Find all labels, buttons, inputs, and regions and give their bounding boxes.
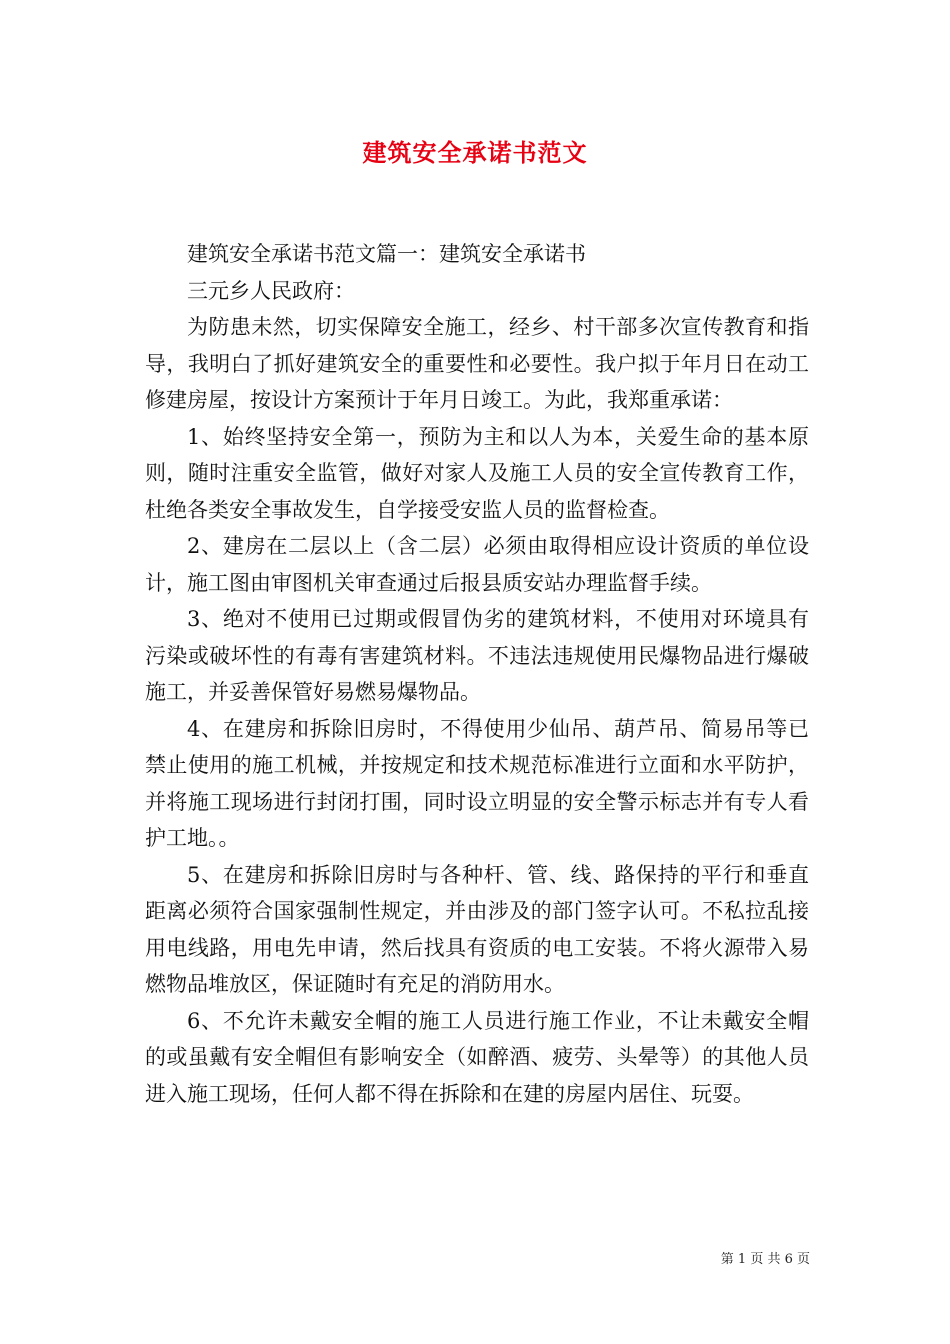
paragraph-item-4: 4、在建房和拆除旧房时，不得使用少仙吊、葫芦吊、简易吊等已禁止使用的施工机械，并按规定和技术规范标准进行立面和水平防护，并将施工现场进行封闭打围，同时设立明显的安全警示标志并有专人看护工地。。 — [145, 716, 809, 850]
document-body — [145, 236, 809, 1112]
page-number: 第 1 页 共 6 页 — [720, 1252, 810, 1267]
paragraph-item-5: 5、在建房和拆除旧房时与各种杆、管、线、路保持的平行和垂直距离必须符合国家强制性规定，并由涉及的部门签字认可。不私拉乱接用电线路，用电先申请，然后找具有资质的电工安装。不将火源带入易燃物品堆放区，保证随时有充足的消防用水。 — [145, 862, 809, 996]
document-title: 建筑安全承诺书范文 — [362, 138, 588, 167]
paragraph-item-1: 1、始终坚持安全第一，预防为主和以人为本，关爱生命的基本原则，随时注重安全监管，做好对家人及施工人员的安全宣传教育工作，杜绝各类安全事故发生，自学接受安监人员的监督检查。 — [145, 424, 809, 522]
paragraph-item-2: 2、建房在二层以上（含二层）必须由取得相应设计资质的单位设计，施工图由审图机关审查通过后报县质安站办理监督手续。 — [145, 534, 809, 595]
paragraph-heading: 建筑安全承诺书范文篇一：建筑安全承诺书 — [187, 242, 586, 266]
paragraph-item-6: 6、不允许未戴安全帽的施工人员进行施工作业，不让未戴安全帽的或虽戴有安全帽但有影响安全（如醉酒、疲劳、头晕等）的其他人员进入施工现场，任何人都不得在拆除和在建的房屋内居住、玩耍。 — [145, 1008, 809, 1106]
paragraph-addressee: 三元乡人民政府： — [187, 278, 355, 303]
paragraph-item-3: 3、绝对不使用已过期或假冒伪劣的建筑材料，不使用对环境具有污染或破坏性的有毒有害建筑材料。不违法违规使用民爆物品进行爆破施工，并妥善保管好易燃易爆物品。 — [145, 607, 809, 704]
paragraph-intro: 为防患未然，切实保障安全施工，经乡、村干部多次宣传教育和指导，我明白了抓好建筑安全的重要性和必要性。我户拟于年月日在动工修建房屋，按设计方案预计于年月日竣工。为此，我郑重承诺： — [145, 315, 809, 412]
